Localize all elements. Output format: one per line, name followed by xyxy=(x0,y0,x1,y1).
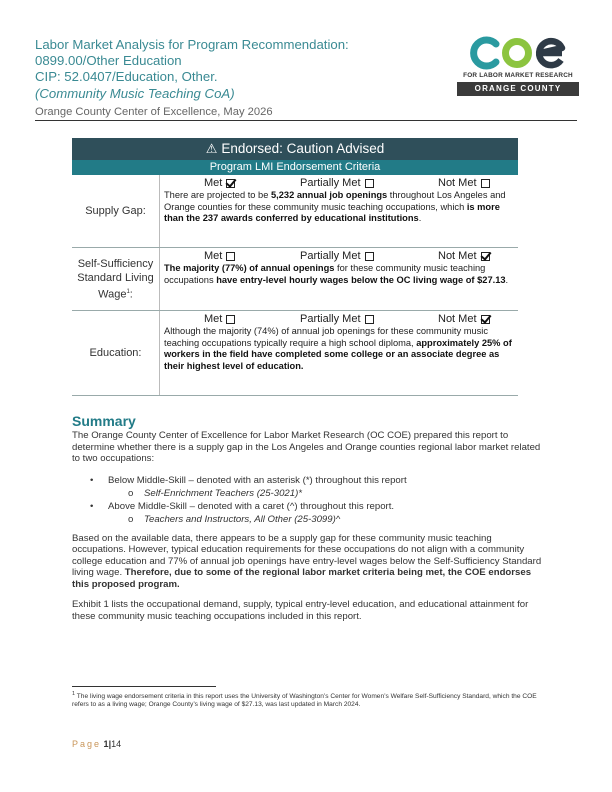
exhibit-note: Exhibit 1 lists the occupational demand, supply, typical entry-level education, and educational attainment for these community music teaching occupations included in this report. xyxy=(72,599,529,622)
list-item xyxy=(72,488,542,501)
criteria-body xyxy=(159,175,518,247)
criteria-label xyxy=(72,175,159,247)
option-label: Met xyxy=(204,313,223,325)
body-text: for these community music teaching occupations xyxy=(164,263,486,285)
criteria-heading: Program LMI Endorsement Criteria xyxy=(72,160,518,175)
criteria-body xyxy=(159,248,518,310)
criteria-label-text: Education: xyxy=(89,347,142,359)
footnote-marker: 1 xyxy=(72,691,76,697)
emphasis-text: The majority (77%) of annual openings xyxy=(164,263,335,273)
warning-triangle-icon: ⚠ xyxy=(205,141,218,156)
rating-options xyxy=(164,248,518,263)
criteria-label-text: Supply Gap: xyxy=(85,205,146,217)
criteria-description xyxy=(164,190,518,227)
footnote xyxy=(72,690,542,710)
title-line-4: (Community Music Teaching CoA) xyxy=(35,85,235,101)
report-subtitle: Orange County Center of Excellence, May 2026 xyxy=(35,106,273,118)
page-separator: | xyxy=(108,739,112,749)
summary-conclusion xyxy=(72,533,542,591)
option-label: Met xyxy=(204,250,223,262)
sub-bullet-text: Self-Enrichment Teachers (25-3021)* xyxy=(144,487,303,499)
emphasis-text: is more than the 237 awards conferred by educational institutions xyxy=(164,201,500,224)
summary-section xyxy=(72,413,542,622)
checkbox-icon xyxy=(226,315,235,324)
option-label: Partially Met xyxy=(300,250,361,262)
title-line-1: Labor Market Analysis for Program Recommendation: xyxy=(35,37,349,52)
bullet-icon: • xyxy=(90,500,94,512)
checked-box-icon xyxy=(226,179,235,188)
rating-options xyxy=(164,311,518,326)
conclusion-text: Based on the available data, there appears to be a supply gap for these community music teaching occupations. However, typical education requirements for these occupations do not align with a community college education and 77% of annual job openings have entry-level wages below the Self-Sufficiency Standard living wage. xyxy=(72,532,542,578)
logo-tagline: FOR LABOR MARKET RESEARCH xyxy=(463,72,573,79)
option-label: Not Met xyxy=(438,177,477,189)
footnote-text: The living wage endorsement criteria in this report uses the University of Washington’s Center for Women’s Welfare Self-Sufficiency Standard, which the COE refers to as a living wage; Orange County’s living wage of $27.13, was last updated in March 2024. xyxy=(72,693,537,709)
checked-box-icon xyxy=(481,315,490,324)
criteria-description xyxy=(164,326,518,374)
page-number xyxy=(72,739,121,749)
list-item xyxy=(72,501,542,514)
option-label: Met xyxy=(204,177,223,189)
option-met xyxy=(204,312,300,326)
rating-options xyxy=(164,175,518,190)
coe-wordmark-icon xyxy=(466,36,570,70)
option-label: Not Met xyxy=(438,313,477,325)
sub-bullet-icon: o xyxy=(128,513,134,525)
checkbox-icon xyxy=(365,252,374,261)
bullet-icon: • xyxy=(90,474,94,486)
criteria-row xyxy=(72,175,518,248)
option-label: Not Met xyxy=(438,250,477,262)
coe-logo xyxy=(457,36,579,96)
checked-box-icon xyxy=(481,252,490,261)
endorsement-table xyxy=(72,138,518,396)
checkbox-icon xyxy=(226,252,235,261)
option-met xyxy=(204,176,300,190)
criteria-body xyxy=(159,311,518,395)
criteria-label-colon: : xyxy=(129,288,133,301)
list-item xyxy=(72,514,542,527)
criteria-list xyxy=(72,175,518,396)
body-text: There are projected to be xyxy=(164,190,271,200)
option-partially-met xyxy=(300,176,438,190)
criteria-row xyxy=(72,311,518,396)
option-not-met xyxy=(438,176,518,190)
header-divider xyxy=(35,120,577,121)
checkbox-icon xyxy=(365,179,374,188)
sub-bullet-icon: o xyxy=(128,487,134,499)
summary-heading: Summary xyxy=(72,413,136,429)
page-total: 14 xyxy=(111,739,122,749)
option-not-met xyxy=(438,249,518,263)
body-text: . xyxy=(418,213,422,224)
criteria-description xyxy=(164,263,518,288)
criteria-label-text: Self-Sufficiency Standard Living Wage xyxy=(77,258,154,301)
title-line-2: 0899.00/Other Education xyxy=(35,53,182,69)
option-label: Partially Met xyxy=(300,313,361,325)
page-current: 1 xyxy=(103,739,109,749)
footnote-divider xyxy=(72,686,216,687)
logo-region: ORANGE COUNTY xyxy=(457,82,579,96)
endorsement-banner xyxy=(72,138,518,160)
criteria-label xyxy=(72,248,159,310)
checkbox-icon xyxy=(365,315,374,324)
list-item xyxy=(72,475,542,488)
bullet-text: Above Middle-Skill – denoted with a caret (^) throughout this report. xyxy=(108,500,395,512)
option-partially-met xyxy=(300,249,438,263)
criteria-row xyxy=(72,248,518,311)
checkbox-icon xyxy=(481,179,490,188)
title-line-3: CIP: 52.0407/Education, Other. xyxy=(35,69,218,85)
footnote-ref: 1 xyxy=(126,289,130,295)
bullet-text: Below Middle-Skill – denoted with an asterisk (*) throughout this report xyxy=(108,474,407,486)
page-word: Page xyxy=(72,739,102,749)
body-text: throughout Los Angeles and Orange counties for these community music teaching occupations, which xyxy=(164,190,506,212)
endorsement-status: Endorsed: Caution Advised xyxy=(221,141,385,156)
body-text: . xyxy=(505,274,509,285)
criteria-label xyxy=(72,311,159,395)
option-label: Partially Met xyxy=(300,177,361,189)
sub-bullet-text: Teachers and Instructors, All Other (25-3099)^ xyxy=(144,513,341,525)
emphasis-text: 5,232 annual job openings xyxy=(270,190,388,200)
emphasis-text: approximately 25% of workers in the field have completed some college or an associate degree as their highest level of education. xyxy=(164,337,512,371)
emphasis-text: have entry-level hourly wages below the OC living wage of $27.13 xyxy=(216,274,506,285)
option-not-met xyxy=(438,312,518,326)
conclusion-emphasis: Therefore, due to some of the regional labor market criteria being met, the COE endorses this proposed program. xyxy=(72,567,532,590)
body-text: Although the majority (74%) of annual job openings for these community music teaching occupations typically require a high school diploma, xyxy=(164,326,489,348)
option-met xyxy=(204,249,300,263)
option-partially-met xyxy=(300,312,438,326)
summary-intro: The Orange County Center of Excellence for Labor Market Research (OC COE) prepared this report to determine whether there is a supply gap in the Los Angeles and Orange counties regional labor market related to two occupations: xyxy=(72,430,541,464)
report-title xyxy=(35,37,455,102)
